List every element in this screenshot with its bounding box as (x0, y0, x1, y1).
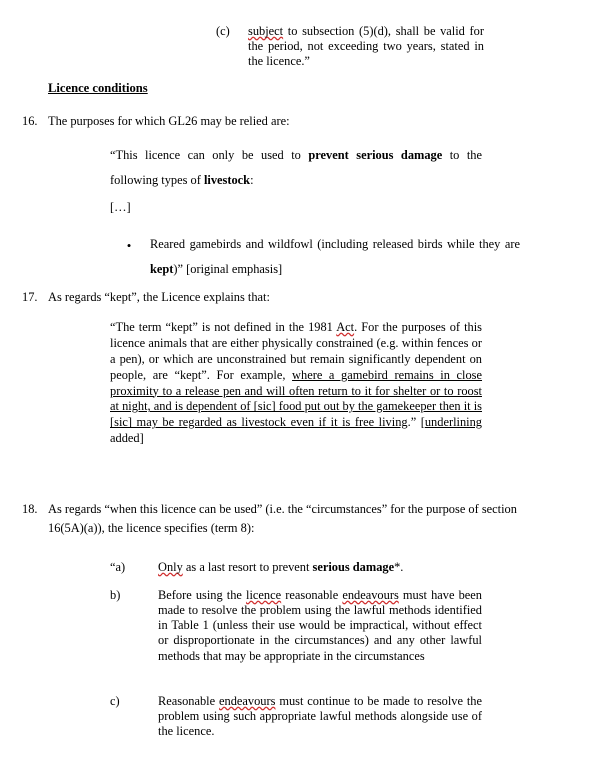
quote-kept-definition (110, 320, 482, 447)
list-item-b-seg2: reasonable (281, 588, 343, 602)
quote-kept-underlining-word: underlining (424, 415, 482, 430)
quote-gl26-text (110, 148, 482, 187)
quote-kept-underlined: where a gamebird remains in close proximity to a release pen and will often return to it for shelter or to roost at night, and is dependent of [sic] food put out by the gamekeeper then it is [sic] may be regarded as livestock even if it is free living (110, 367, 483, 430)
quote-ellipsis: […] (110, 200, 131, 214)
quote-subsection-c (216, 24, 484, 69)
quote-kept-seg1: “The term “kept” is not defined in the 1981 (110, 320, 337, 334)
list-item-c-seg1: Reasonable (158, 694, 219, 708)
paragraph-16-text: The purposes for which GL26 may be relied are: (48, 114, 290, 128)
list-item-c-text (158, 694, 482, 739)
list-item-a-text (158, 560, 482, 575)
bullet-icon: • (126, 238, 132, 253)
list-item-a-bold: serious damage (312, 560, 395, 574)
paragraph-17-number: 17. (22, 290, 38, 304)
section-heading-licence-conditions: Licence conditions (48, 81, 148, 95)
list-item-b-label: b) (110, 588, 121, 602)
paragraph-16-number: 16. (22, 114, 38, 128)
list-item-b-seg3: must have been made to resolve the problem using the lawful methods identified in Table 1 (unless their use would be impractical, without effect or disproportionate in the circumstances) and any other lawful methods that may be appropriate in the circumstances (158, 588, 482, 663)
paragraph-18-number: 18. (22, 502, 38, 516)
list-item-c (110, 694, 482, 739)
paragraph-18-text: As regards “when this licence can be used” (i.e. the “circumstances” for the purpose of section 16(5A)(a)), the licence specifies (term 8): (48, 502, 517, 535)
quote-kept-seg3: .” [ (407, 415, 425, 430)
quote-gl26-seg2: to the following types of (110, 148, 483, 187)
list-item-a (110, 560, 482, 575)
bullet-text-bold: kept (150, 261, 174, 276)
list-item-a-seg1: as a last resort to prevent (182, 560, 313, 574)
list-item-c-label: c) (110, 694, 120, 708)
paragraph-17 (22, 288, 542, 307)
spellcheck-only: Only (158, 560, 183, 574)
quote-gl26-seg3: : (250, 172, 254, 187)
list-item-b-seg1: Before using the (158, 588, 247, 602)
quote-text-c-rest: to subsection (5)(d), shall be valid for the period, not exceeding two years, stated in the licence.” (248, 24, 484, 69)
quote-gl26-bold1: prevent serious damage (308, 148, 443, 162)
paragraph-18 (22, 500, 547, 538)
list-item-c-seg2: must continue to be made to resolve the problem using such appropriate lawful methods alongside use of the licence. (158, 694, 482, 739)
quote-kept-seg4: added] (110, 431, 144, 446)
bullet-text-seg2: )” [original emphasis] (173, 261, 283, 276)
spellcheck-endeavours-2: endeavours (219, 694, 276, 708)
bullet-reared-gamebirds (110, 232, 520, 282)
spellcheck-licence: licence (246, 588, 282, 602)
bullet-text-seg1: Reared gamebirds and wildfowl (including released birds while they are (150, 237, 520, 251)
quote-text-c (248, 24, 484, 69)
quote-gl26-seg1: “This licence can only be used to (110, 148, 309, 162)
list-item-a-label: “a) (110, 560, 126, 574)
bullet-text (150, 232, 520, 282)
spellcheck-endeavours: endeavours (342, 588, 399, 602)
list-item-b-text (158, 588, 482, 664)
list-item-a-seg2: *. (394, 560, 404, 574)
quote-label-c: (c) (216, 24, 230, 38)
paragraph-16 (22, 112, 542, 131)
spellcheck-subject: subject (248, 24, 284, 38)
quote-kept-seg2: . For the purposes of this licence animals that are either physically constrained (e.g. within fences or a pen), or which are unconstrained but remain significantly dependent on people, are “kept”. For example, (110, 320, 482, 382)
quote-gl26-bold2: livestock (203, 172, 251, 187)
quote-gl26-purposes (110, 143, 482, 193)
paragraph-17-text: As regards “kept”, the Licence explains that: (48, 290, 270, 304)
spellcheck-act: Act (336, 320, 355, 334)
list-item-b (110, 588, 482, 664)
